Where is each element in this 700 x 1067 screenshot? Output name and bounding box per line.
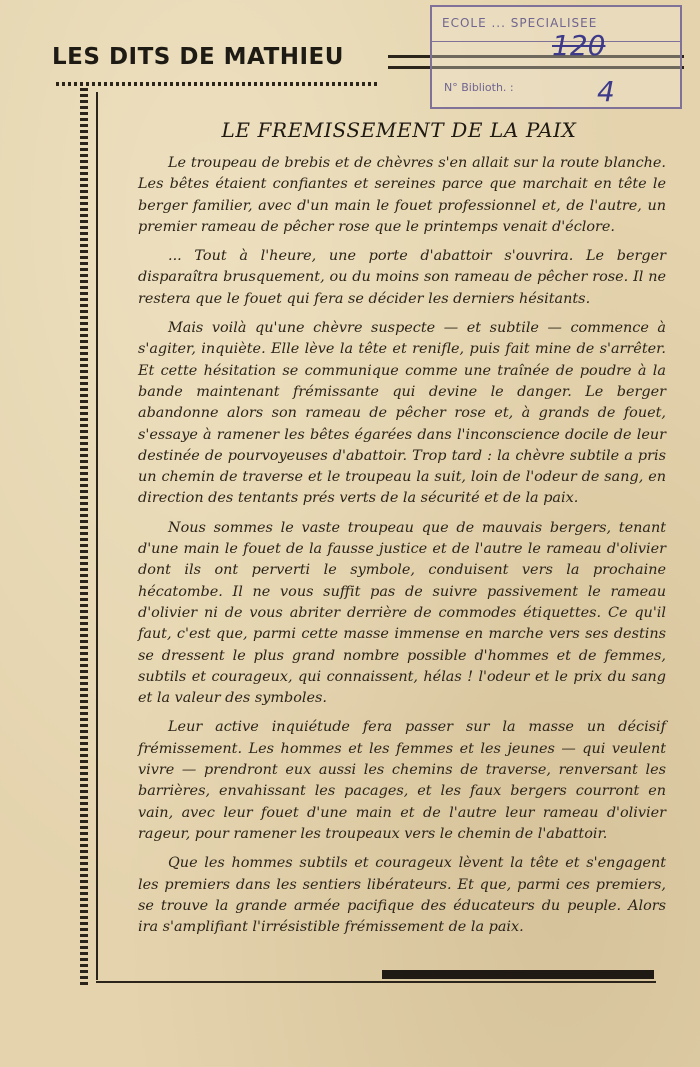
paragraph: Le troupeau de brebis et de chèvres s'en allait sur la route blanche. Les bêtes étaient confiantes et sereines parce que marchait en tête le berger familier, avec d'un main le fouet professionnel et, de l'autre, un premier rameau de pêcher rose que le printemps venait d'éclore.	[138, 155, 666, 235]
left-dotted-border	[80, 88, 88, 986]
stamp-library-number-label: N° Biblioth. :	[444, 81, 514, 94]
bottom-border	[96, 981, 656, 983]
paragraph: Nous sommes le vaste troupeau que de mauvais bergers, tenant d'une main le fouet de la fausse justice et de l'autre le rameau d'olivier dont ils ont perverti le symbole, conduisent vers la prochaine hécatombe. Il ne vous suffit pas de suivre passivement le rameau d'olivier ni de vous abriter derrière de commodes étiquettes. Ce qu'il faut, c'est que, parmi cette masse immense en marche vers ses destins se dressent le plus grand nombre possible d'hommes et de femmes, subtils et courageux, qui connaissent, hélas ! l'odeur et le prix du sang et la valeur des symboles.	[138, 519, 666, 707]
bottom-thick-rule	[382, 970, 654, 979]
paragraph: Mais voilà qu'une chèvre suspecte — et subtile — commence à s'agiter, inquiète. Elle lève la tête et renifle, puis fait mine de s'arrêter. Et cette hésitation se communique comme une traînée de poudre à la bande maintenant frémissante qui devine le danger. Le berger abandonne alors son rameau de pêcher rose et, à grands de fouet, s'essaye à ramener les bêtes égarées dans l'inconscience docile de leur destinée de pourvoyeuses d'abattoir. Trop tard : la chèvre subtile a pris un chemin de traverse et le troupeau la suit, loin de l'odeur de sang, en direction des tentants prés verts de la sécurité et de la paix.	[138, 320, 666, 507]
paragraph: ... Tout à l'heure, une porte d'abattoir s'ouvrira. Le berger disparaîtra brusquement, ou du moins son rameau de pêcher rose. Il ne restera que le fouet qui fera se décider les derniers hésitants.	[138, 248, 666, 307]
header-dotted-rule	[56, 82, 378, 86]
paragraph: Leur active inquiétude fera passer sur la masse un décisif frémissement. Les hommes et les femmes et les jeunes — qui veulent vivre — prendront eux aussi les chemins de traverse, renversant les barrières, envahissant les pacages, et les faux bergers courront en vain, avec leur fouet d'une main et de l'autre leur rameau d'olivier rageur, pour ramener les troupeaux vers le chemin de l'abattoir.	[138, 719, 666, 842]
stamp-handwritten-number: 4	[597, 75, 615, 108]
series-title: LES DITS DE MATHIEU	[52, 44, 344, 70]
library-stamp	[430, 5, 682, 109]
left-solid-border	[96, 92, 98, 980]
stamp-handwritten-crossed-number: 120	[552, 29, 606, 62]
article-body	[138, 153, 666, 946]
article-title: LE FREMISSEMENT DE LA PAIX	[221, 118, 577, 142]
stamp-school-line: ECOLE ... SPECIALISEE	[432, 7, 680, 42]
paragraph: Que les hommes subtils et courageux lèvent la tête et s'engagent les premiers dans les sentiers libérateurs. Et que, parmi ces premiers, se trouve la grande armée pacifique des éducateurs du peuple. Alors ira s'amplifiant l'irrésistible frémissement de la paix.	[138, 855, 666, 936]
